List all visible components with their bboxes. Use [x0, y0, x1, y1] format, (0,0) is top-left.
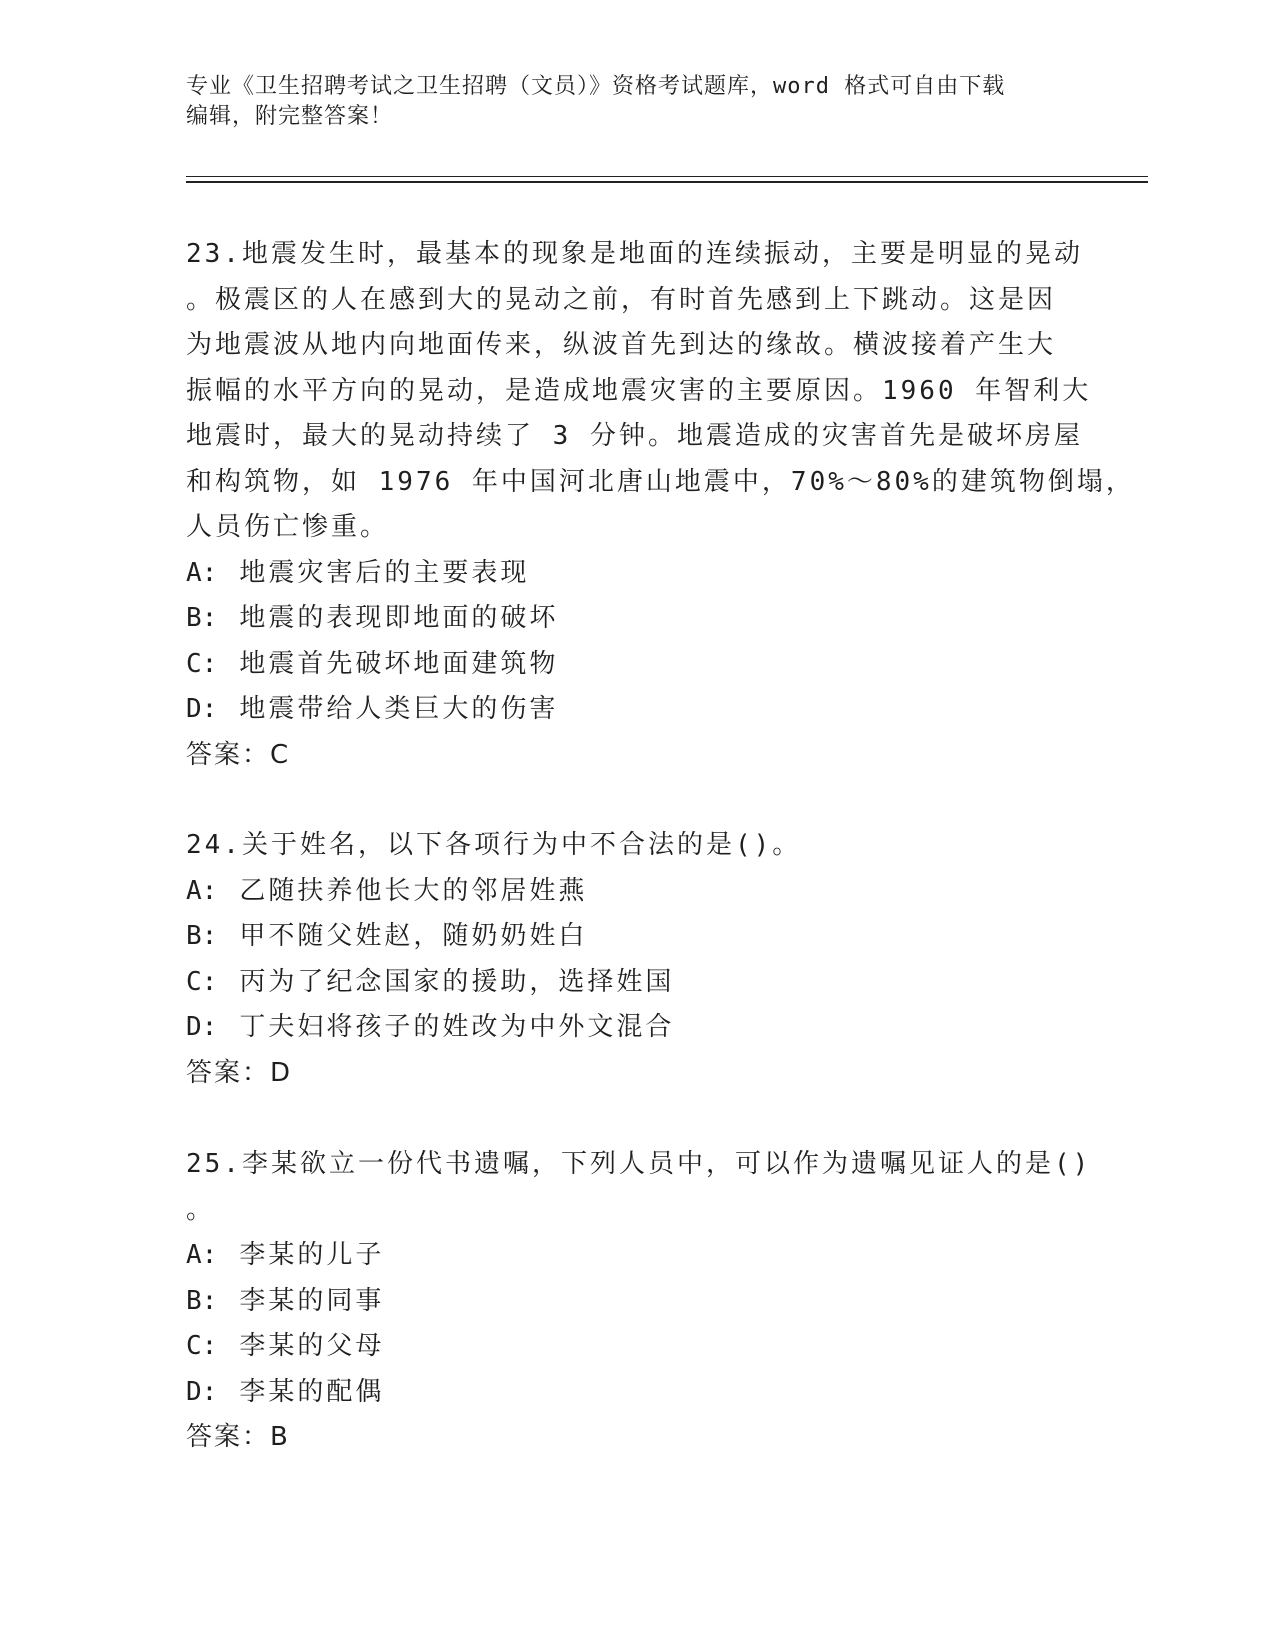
option-text: 甲不随父姓赵，随奶奶姓白: [239, 921, 588, 951]
option-a: [186, 1233, 1086, 1279]
option-text: 地震的表现即地面的破坏: [239, 603, 559, 633]
option-a: [186, 551, 1086, 597]
option-text: 丁夫妇将孩子的姓改为中外文混合: [239, 1012, 675, 1042]
option-letter: C:: [186, 966, 218, 997]
option-letter: D:: [186, 1012, 218, 1042]
option-letter: D:: [186, 694, 218, 724]
question-stem-line: 振幅的水平方向的晃动，是造成地震灾害的主要原因。1960 年智利大: [186, 375, 1092, 406]
header-line: 专业《卫生招聘考试之卫生招聘（文员）》资格考试题库，word 格式可自由下载: [186, 74, 1006, 99]
answer-line: 答案：C: [186, 739, 291, 770]
option-text: 李某的儿子: [239, 1240, 385, 1270]
option-letter: C:: [186, 648, 218, 679]
question-stem-line: 。极震区的人在感到大的晃动之前，有时首先感到上下跳动。这是因: [186, 284, 1057, 315]
question-stem-line: 和构筑物，如 1976 年中国河北唐山地震中，70%～80%的建筑物倒塌，: [186, 466, 1135, 497]
header-divider-thick: [186, 181, 1148, 183]
option-a: [186, 869, 1086, 915]
header-line: 编辑，附完整答案！: [186, 104, 394, 129]
question-stem-line: 24.关于姓名，以下各项行为中不合法的是()。: [186, 830, 802, 860]
answer-line: 答案：B: [186, 1422, 290, 1452]
question-stem-line: 为地震波从地内向地面传来，纵波首先到达的缘故。横波接着产生大: [186, 330, 1057, 360]
question-stem-line: 。: [186, 1194, 216, 1225]
option-b: [186, 914, 1086, 960]
option-text: 丙为了纪念国家的援助，选择姓国: [239, 966, 675, 997]
option-letter: B:: [186, 1285, 218, 1316]
option-b: [186, 596, 1086, 642]
option-d: [186, 687, 1086, 733]
option-letter: A:: [186, 557, 218, 588]
option-letter: B:: [186, 921, 218, 951]
option-text: 李某的配偶: [239, 1376, 385, 1407]
option-c: [186, 1324, 1086, 1370]
answer-line: 答案：D: [186, 1057, 293, 1088]
question-25: [186, 1142, 1092, 1461]
option-c: [186, 960, 1086, 1006]
question-stem-line: 人员伤亡惨重。: [186, 512, 390, 542]
question-stem-line: 25.李某欲立一份代书遗嘱，下列人员中，可以作为遗嘱见证人的是(): [186, 1149, 1092, 1179]
question-stem-line: 地震时，最大的晃动持续了 3 分钟。地震造成的灾害首先是破坏房屋: [186, 421, 1083, 451]
option-letter: D:: [186, 1376, 218, 1407]
option-letter: A:: [186, 1240, 218, 1270]
question-24: [186, 823, 1086, 1096]
option-d: [186, 1370, 1086, 1416]
option-text: 李某的同事: [239, 1285, 385, 1316]
option-letter: A:: [186, 875, 218, 906]
option-b: [186, 1279, 1086, 1325]
document-header: [186, 72, 1066, 132]
option-text: 地震带给人类巨大的伤害: [239, 694, 559, 724]
option-letter: B:: [186, 603, 218, 633]
option-text: 乙随扶养他长大的邻居姓燕: [239, 875, 588, 906]
option-c: [186, 642, 1086, 688]
header-divider: [186, 176, 1148, 177]
option-text: 地震首先破坏地面建筑物: [239, 648, 559, 679]
question-stem-line: 23.地震发生时，最基本的现象是地面的连续振动，主要是明显的晃动: [186, 239, 1083, 269]
option-text: 地震灾害后的主要表现: [239, 557, 530, 588]
option-d: [186, 1005, 1086, 1051]
question-23: [186, 232, 1135, 778]
option-text: 李某的父母: [239, 1331, 385, 1361]
option-letter: C:: [186, 1331, 218, 1361]
